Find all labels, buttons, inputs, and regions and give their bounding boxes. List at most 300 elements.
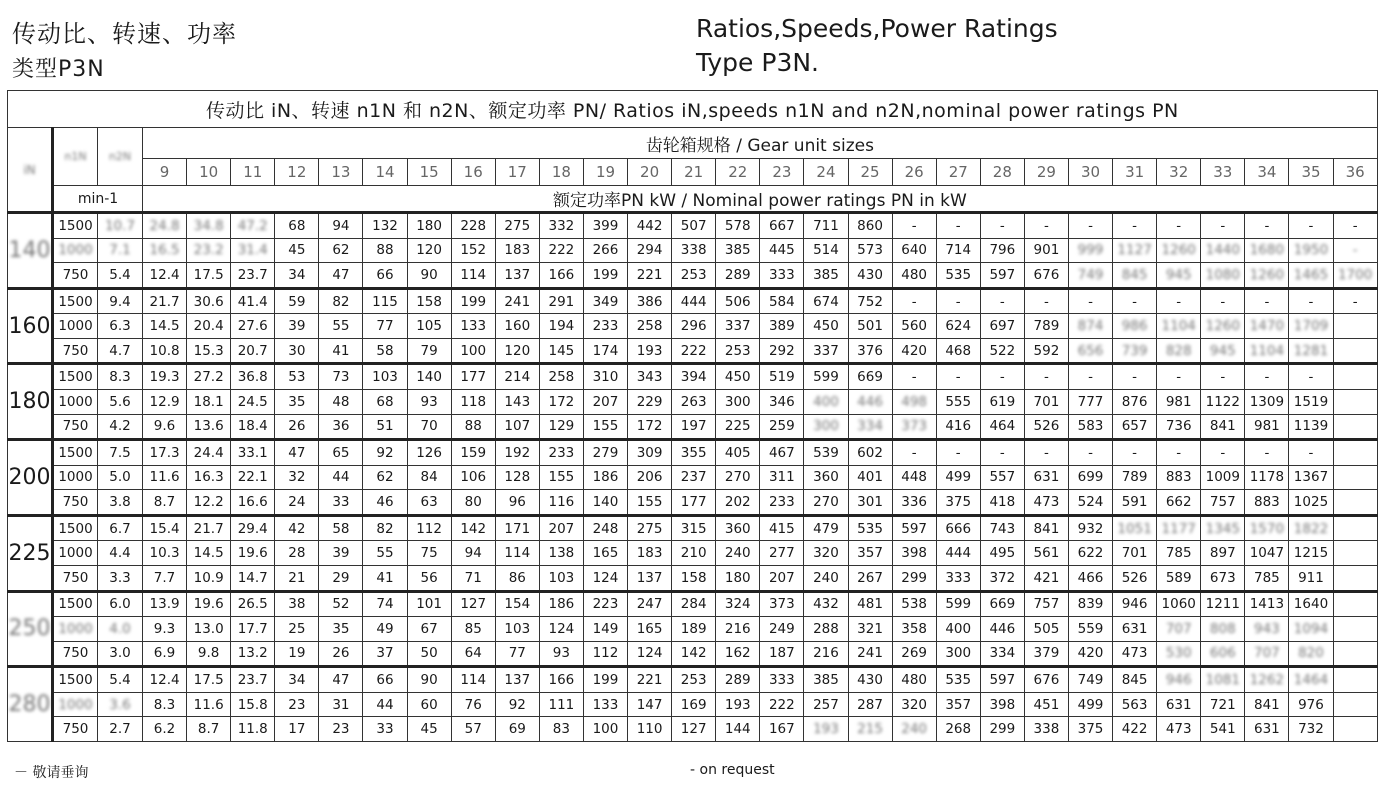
power-cell: 901: [1024, 238, 1068, 263]
power-cell: 897: [1201, 541, 1245, 566]
power-cell: 385: [804, 263, 848, 289]
power-cell: 1122: [1201, 390, 1245, 415]
power-cell: 12.9: [143, 390, 187, 415]
power-cell: 240: [804, 565, 848, 591]
power-cell: 701: [1113, 541, 1157, 566]
power-cell: 676: [1024, 263, 1068, 289]
power-cell: 186: [539, 591, 583, 617]
gear-size-36: 36: [1333, 159, 1377, 186]
input-speed-cell: 1500: [53, 667, 98, 693]
power-cell: 376: [848, 338, 892, 364]
power-cell: 430: [848, 263, 892, 289]
power-cell: -: [1201, 364, 1245, 390]
ratio-cell: 280: [8, 667, 53, 742]
power-cell: -: [892, 440, 936, 466]
input-speed-cell: 1500: [53, 213, 98, 239]
power-cell: 498: [892, 390, 936, 415]
power-cell: 27.6: [231, 314, 275, 339]
power-cell: 76: [451, 692, 495, 717]
power-cell: 911: [1289, 565, 1333, 591]
table-row: [8, 465, 1378, 490]
power-cell: 174: [583, 338, 627, 364]
type-cn: 类型P3N: [12, 57, 105, 82]
power-cell: 193: [628, 338, 672, 364]
power-cell: -: [1068, 213, 1112, 239]
power-cell: 186: [583, 465, 627, 490]
power-cell: 83: [539, 717, 583, 742]
power-cell: -: [936, 440, 980, 466]
power-cell: 206: [628, 465, 672, 490]
power-cell: 1215: [1289, 541, 1333, 566]
power-cell: 84: [407, 465, 451, 490]
power-cell: 59: [275, 288, 319, 314]
power-cell: 275: [628, 515, 672, 541]
power-cell: 45: [275, 238, 319, 263]
power-cell: 573: [848, 238, 892, 263]
input-speed-cell: 1000: [53, 541, 98, 566]
power-cell: 221: [628, 263, 672, 289]
power-cell: 183: [628, 541, 672, 566]
power-cell: 309: [628, 440, 672, 466]
output-speed-cell: 6.0: [98, 591, 143, 617]
power-cell: 66: [363, 263, 407, 289]
power-cell: 171: [495, 515, 539, 541]
power-cell: 1700: [1333, 263, 1377, 289]
gear-size-34: 34: [1245, 159, 1289, 186]
power-cell: 1127: [1113, 238, 1157, 263]
power-cell: 248: [583, 515, 627, 541]
power-cell: 270: [804, 490, 848, 516]
power-cell: 193: [804, 717, 848, 742]
power-cell: 269: [892, 641, 936, 667]
power-cell: 149: [583, 617, 627, 642]
power-cell: 11.6: [143, 465, 187, 490]
power-cell: 45: [407, 717, 451, 742]
power-cell: 158: [672, 565, 716, 591]
output-speed-cell: 9.4: [98, 288, 143, 314]
power-cell: 169: [672, 692, 716, 717]
power-cell: 401: [848, 465, 892, 490]
table-row: [8, 314, 1378, 339]
power-cell: 296: [672, 314, 716, 339]
power-cell: 41: [363, 565, 407, 591]
input-speed-cell: 1000: [53, 692, 98, 717]
power-cell: 631: [1024, 465, 1068, 490]
gear-size-24: 24: [804, 159, 848, 186]
power-cell: 222: [672, 338, 716, 364]
power-cell: -: [1157, 440, 1201, 466]
power-cell: 183: [495, 238, 539, 263]
power-cell: 499: [1068, 692, 1112, 717]
power-cell: 20.4: [187, 314, 231, 339]
power-cell: 270: [716, 465, 760, 490]
power-cell: -: [1201, 288, 1245, 314]
power-cell: 62: [319, 238, 363, 263]
power-cell: 673: [1201, 565, 1245, 591]
power-cell: 467: [760, 440, 804, 466]
table-row: [8, 490, 1378, 516]
power-cell: 266: [583, 238, 627, 263]
power-cell: -: [1157, 364, 1201, 390]
power-cell: 883: [1157, 465, 1201, 490]
power-cell: 216: [716, 617, 760, 642]
power-cell: 324: [716, 591, 760, 617]
power-cell: 34.8: [187, 213, 231, 239]
power-cell: 1464: [1289, 667, 1333, 693]
power-cell: 535: [936, 263, 980, 289]
power-cell: 656: [1068, 338, 1112, 364]
power-cell: 674: [804, 288, 848, 314]
power-cell: 711: [804, 213, 848, 239]
power-cell: 1680: [1245, 238, 1289, 263]
power-cell: 172: [628, 414, 672, 440]
power-cell: 13.2: [231, 641, 275, 667]
power-cell: 162: [716, 641, 760, 667]
power-cell: 622: [1068, 541, 1112, 566]
power-cell: [1333, 617, 1377, 642]
power-cell: -: [1024, 440, 1068, 466]
power-cell: 284: [672, 591, 716, 617]
power-cell: 338: [672, 238, 716, 263]
power-cell: 64: [451, 641, 495, 667]
power-cell: 336: [892, 490, 936, 516]
power-cell: -: [1068, 440, 1112, 466]
power-cell: 480: [892, 667, 936, 693]
power-cell: 473: [1113, 641, 1157, 667]
output-speed-cell: 4.0: [98, 617, 143, 642]
power-cell: 415: [760, 515, 804, 541]
power-cell: 541: [1201, 717, 1245, 742]
power-cell: 828: [1157, 338, 1201, 364]
power-cell: 68: [275, 213, 319, 239]
power-cell: 442: [628, 213, 672, 239]
power-cell: [1333, 692, 1377, 717]
power-cell: 140: [407, 364, 451, 390]
power-cell: 299: [980, 717, 1024, 742]
power-cell: 394: [672, 364, 716, 390]
table-row: [8, 617, 1378, 642]
power-cell: 1177: [1157, 515, 1201, 541]
power-cell: 225: [716, 414, 760, 440]
power-cell: -: [1245, 288, 1289, 314]
power-cell: 311: [760, 465, 804, 490]
power-cell: 946: [1113, 591, 1157, 617]
power-cell: 199: [451, 288, 495, 314]
power-cell: -: [1289, 288, 1333, 314]
power-cell: 749: [1068, 263, 1112, 289]
power-cell: 86: [495, 565, 539, 591]
power-cell: 100: [583, 717, 627, 742]
power-cell: 530: [1157, 641, 1201, 667]
power-cell: 112: [583, 641, 627, 667]
power-cell: 1104: [1245, 338, 1289, 364]
power-cell: 321: [848, 617, 892, 642]
gear-size-25: 25: [848, 159, 892, 186]
input-speed-cell: 1000: [53, 390, 98, 415]
power-cell: 77: [363, 314, 407, 339]
power-cell: -: [1113, 440, 1157, 466]
power-cell: 1262: [1245, 667, 1289, 693]
power-cell: 233: [539, 440, 583, 466]
power-cell: 466: [1068, 565, 1112, 591]
power-cell: 60: [407, 692, 451, 717]
table-row: [8, 541, 1378, 566]
power-cell: 36.8: [231, 364, 275, 390]
power-cell: -: [892, 364, 936, 390]
power-cell: 214: [495, 364, 539, 390]
output-speed-cell: 5.0: [98, 465, 143, 490]
gear-size-32: 32: [1157, 159, 1201, 186]
power-cell: 300: [716, 390, 760, 415]
power-cell: 19.6: [231, 541, 275, 566]
table-title: 传动比 iN、转速 n1N 和 n2N、额定功率 PN/ Ratios iN,speeds n1N and n2N,nominal power ratings PN: [8, 91, 1378, 128]
power-cell: 56: [407, 565, 451, 591]
power-cell: 53: [275, 364, 319, 390]
gear-size-19: 19: [583, 159, 627, 186]
table-row: [8, 667, 1378, 693]
power-cell: 24.8: [143, 213, 187, 239]
power-cell: 107: [495, 414, 539, 440]
power-cell: 21: [275, 565, 319, 591]
power-cell: 27.2: [187, 364, 231, 390]
power-cell: 299: [892, 565, 936, 591]
power-cell: 1281: [1289, 338, 1333, 364]
power-cell: 222: [539, 238, 583, 263]
power-cell: 202: [716, 490, 760, 516]
power-cell: 8.7: [187, 717, 231, 742]
power-cell: -: [1289, 440, 1333, 466]
power-cell: 28: [275, 541, 319, 566]
power-cell: 73: [319, 364, 363, 390]
power-cell: 597: [980, 667, 1024, 693]
power-cell: 1211: [1201, 591, 1245, 617]
power-cell: 69: [495, 717, 539, 742]
power-cell: 662: [1157, 490, 1201, 516]
power-cell: -: [1157, 213, 1201, 239]
power-cell: 301: [848, 490, 892, 516]
power-cell: 240: [892, 717, 936, 742]
power-cell: 29.4: [231, 515, 275, 541]
power-cell: 82: [363, 515, 407, 541]
power-cell: 207: [583, 390, 627, 415]
power-cell: 120: [407, 238, 451, 263]
power-cell: 597: [980, 263, 1024, 289]
power-cell: -: [980, 288, 1024, 314]
power-cell: 127: [451, 591, 495, 617]
power-cell: 519: [760, 364, 804, 390]
power-cell: 55: [363, 541, 407, 566]
gear-size-20: 20: [628, 159, 672, 186]
power-cell: 103: [363, 364, 407, 390]
power-cell: 289: [716, 263, 760, 289]
power-cell: 841: [1201, 414, 1245, 440]
power-cell: 789: [1024, 314, 1068, 339]
power-cell: -: [1333, 238, 1377, 263]
power-cell: 133: [583, 692, 627, 717]
power-cell: 1104: [1157, 314, 1201, 339]
power-cell: 116: [539, 490, 583, 516]
output-speed-cell: 5.6: [98, 390, 143, 415]
power-cell: 253: [716, 338, 760, 364]
input-speed-cell: 750: [53, 641, 98, 667]
power-cell: 13.6: [187, 414, 231, 440]
power-cell: 1440: [1201, 238, 1245, 263]
power-cell: 180: [716, 565, 760, 591]
note-en: - on request: [690, 762, 775, 778]
power-cell: 796: [980, 238, 1024, 263]
power-cell: 736: [1157, 414, 1201, 440]
gear-size-12: 12: [275, 159, 319, 186]
power-cell: 599: [804, 364, 848, 390]
table-row: [8, 440, 1378, 466]
power-cell: 946: [1157, 667, 1201, 693]
power-cell: 421: [1024, 565, 1068, 591]
power-cell: 128: [495, 465, 539, 490]
power-cell: 253: [672, 667, 716, 693]
power-cell: 14.5: [143, 314, 187, 339]
power-cell: 360: [716, 515, 760, 541]
power-cell: -: [980, 440, 1024, 466]
power-cell: 640: [892, 238, 936, 263]
power-cell: 1367: [1289, 465, 1333, 490]
power-cell: 41: [319, 338, 363, 364]
power-cell: 669: [980, 591, 1024, 617]
gear-size-18: 18: [539, 159, 583, 186]
power-cell: 67: [407, 617, 451, 642]
power-cell: 263: [672, 390, 716, 415]
power-cell: 240: [716, 541, 760, 566]
gear-size-15: 15: [407, 159, 451, 186]
power-cell: 187: [760, 641, 804, 667]
power-cell: 11.6: [187, 692, 231, 717]
power-cell: 375: [1068, 717, 1112, 742]
power-cell: [1333, 717, 1377, 742]
power-cell: 90: [407, 263, 451, 289]
gear-size-14: 14: [363, 159, 407, 186]
table-row: [8, 364, 1378, 390]
power-cell: 606: [1201, 641, 1245, 667]
power-cell: 707: [1245, 641, 1289, 667]
power-cell: 17.7: [231, 617, 275, 642]
power-cell: 16.3: [187, 465, 231, 490]
ratio-cell: 250: [8, 591, 53, 667]
power-cell: 430: [848, 667, 892, 693]
power-cell: 18.1: [187, 390, 231, 415]
power-cell: 522: [980, 338, 1024, 364]
power-cell: 12.4: [143, 667, 187, 693]
power-cell: 346: [760, 390, 804, 415]
power-cell: 17.5: [187, 667, 231, 693]
power-cell: 343: [628, 364, 672, 390]
power-cell: 333: [936, 565, 980, 591]
power-cell: 379: [1024, 641, 1068, 667]
power-cell: 277: [760, 541, 804, 566]
power-cell: 88: [451, 414, 495, 440]
col-header-iN: iN: [8, 128, 53, 213]
power-cell: 68: [363, 390, 407, 415]
power-cell: 158: [407, 288, 451, 314]
power-cell: 126: [407, 440, 451, 466]
gear-size-26: 26: [892, 159, 936, 186]
col-header-n1: n1N: [53, 128, 98, 186]
power-cell: 514: [804, 238, 848, 263]
power-cell: 145: [539, 338, 583, 364]
power-cell: 47: [275, 440, 319, 466]
power-cell: [1333, 565, 1377, 591]
power-cell: 701: [1024, 390, 1068, 415]
power-cell: 841: [1245, 692, 1289, 717]
power-cell: 24.4: [187, 440, 231, 466]
power-cell: 333: [760, 263, 804, 289]
power-cell: 292: [760, 338, 804, 364]
table-row: [8, 717, 1378, 742]
input-speed-cell: 750: [53, 263, 98, 289]
power-cell: 1413: [1245, 591, 1289, 617]
power-cell: -: [1024, 364, 1068, 390]
power-cell: 75: [407, 541, 451, 566]
power-cell: 808: [1201, 617, 1245, 642]
power-cell: 33: [363, 717, 407, 742]
power-cell: 976: [1289, 692, 1333, 717]
power-cell: 1047: [1245, 541, 1289, 566]
power-cell: 140: [583, 490, 627, 516]
power-cell: 142: [451, 515, 495, 541]
power-cell: 1139: [1289, 414, 1333, 440]
power-cell: 31: [319, 692, 363, 717]
power-cell: 199: [583, 667, 627, 693]
power-cell: 46: [363, 490, 407, 516]
ratings-table: [7, 90, 1378, 742]
table-row: [8, 213, 1378, 239]
power-cell: 32: [275, 465, 319, 490]
power-cell: 120: [495, 338, 539, 364]
power-cell: 619: [980, 390, 1024, 415]
power-cell: 294: [628, 238, 672, 263]
power-cell: -: [1157, 288, 1201, 314]
power-cell: -: [1201, 213, 1245, 239]
power-cell: 58: [363, 338, 407, 364]
power-cell: 945: [1201, 338, 1245, 364]
power-cell: 400: [804, 390, 848, 415]
input-speed-cell: 750: [53, 414, 98, 440]
power-cell: 92: [495, 692, 539, 717]
power-cell: 1519: [1289, 390, 1333, 415]
power-cell: 55: [319, 314, 363, 339]
power-cell: 166: [539, 263, 583, 289]
output-speed-cell: 4.7: [98, 338, 143, 364]
power-cell: 841: [1024, 515, 1068, 541]
power-cell: 320: [804, 541, 848, 566]
power-cell: 338: [1024, 717, 1068, 742]
power-cell: 479: [804, 515, 848, 541]
power-cell: 669: [848, 364, 892, 390]
power-cell: 981: [1157, 390, 1201, 415]
power-cell: 12.2: [187, 490, 231, 516]
power-cell: 422: [1113, 717, 1157, 742]
power-cell: 943: [1245, 617, 1289, 642]
power-cell: 90: [407, 667, 451, 693]
power-cell: 137: [628, 565, 672, 591]
power-cell: 39: [319, 541, 363, 566]
gear-size-21: 21: [672, 159, 716, 186]
output-speed-cell: 3.0: [98, 641, 143, 667]
power-cell: 52: [319, 591, 363, 617]
power-cell: 697: [980, 314, 1024, 339]
power-cell: 320: [892, 692, 936, 717]
gear-size-10: 10: [187, 159, 231, 186]
power-cell: 147: [628, 692, 672, 717]
power-cell: 18.4: [231, 414, 275, 440]
